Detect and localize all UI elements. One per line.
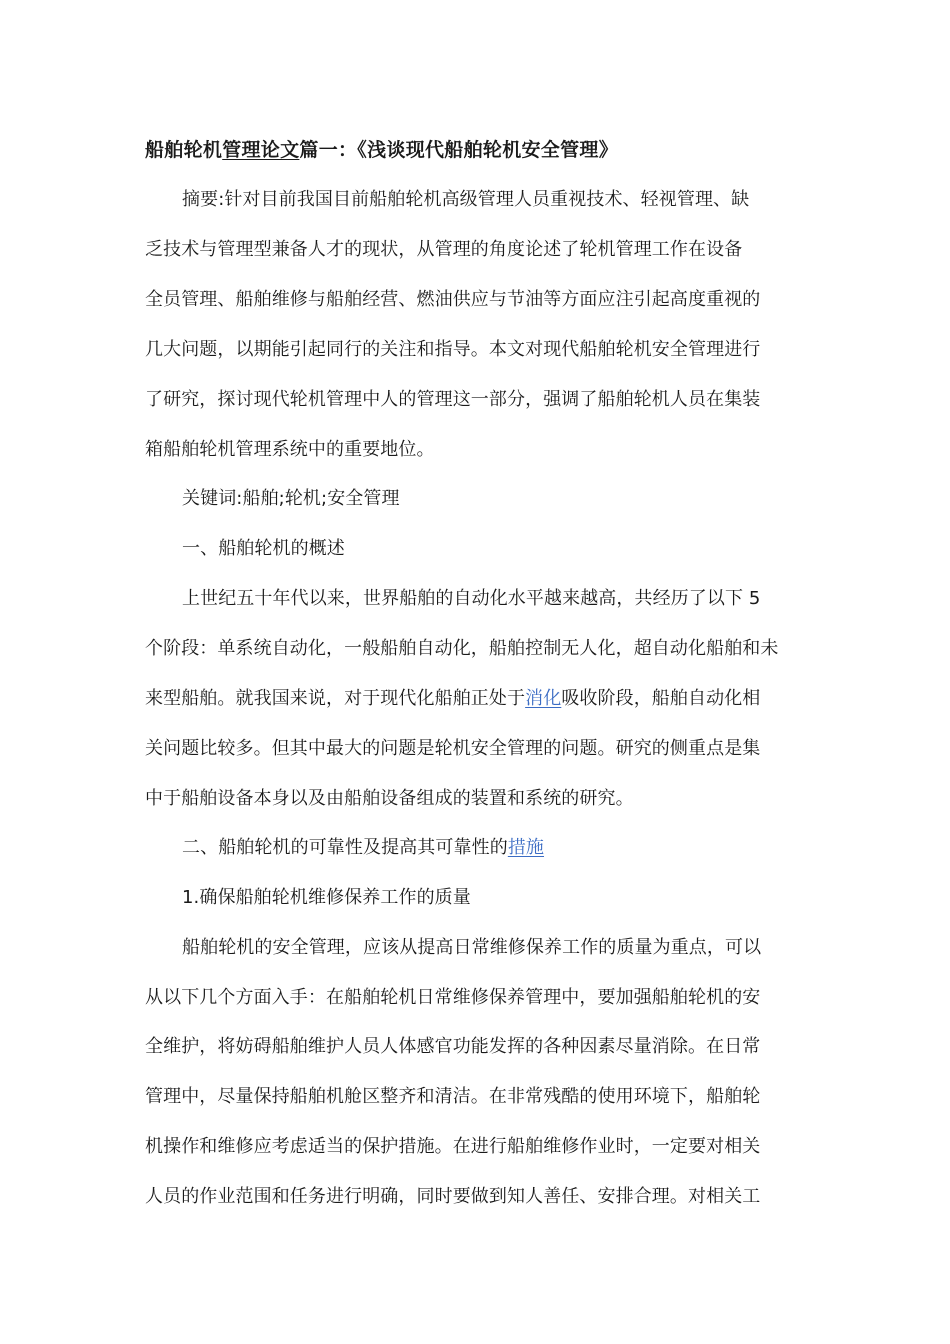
section1-paragraph-line: 个阶段：单系统自动化，一般船舶自动化，船舶控制无人化，超自动化船舶和未 — [145, 638, 779, 659]
section1-paragraph-line — [145, 684, 785, 714]
section2-heading-text: 二、船舶轮机的可靠性及提高其可靠性的 — [182, 837, 508, 858]
section1-paragraph-line: 中于船舶设备本身以及由船舶设备组成的装置和系统的研究。 — [145, 788, 634, 809]
link-cuoshi[interactable]: 措施 — [507, 837, 545, 858]
keywords: 关键词:船舶;轮机;安全管理 — [182, 488, 400, 509]
link-xiaohua[interactable]: 消化 — [525, 688, 562, 709]
abstract-line: 摘要:针对目前我国目前船舶轮机高级管理人员重视技术、轻视管理、缺 — [182, 189, 750, 210]
section1-line3-after: 吸收阶段，船舶自动化相 — [561, 688, 761, 709]
subsection1-heading: 1.确保船舶轮机维修保养工作的质量 — [182, 887, 471, 908]
title-part2: 篇一：《浅谈现代船舶轮机安全管理》 — [299, 139, 619, 161]
section1-paragraph-line: 关问题比较多。但其中最大的问题是轮机安全管理的问题。研究的侧重点是集 — [145, 738, 761, 759]
subsection1-paragraph-line: 从以下几个方面入手：在船舶轮机日常维修保养管理中，要加强船舶轮机的安 — [145, 987, 761, 1008]
section1-heading: 一、船舶轮机的概述 — [182, 538, 345, 559]
subsection1-paragraph-line: 机操作和维修应考虑适当的保护措施。在进行船舶维修作业时，一定要对相关 — [145, 1136, 761, 1157]
abstract-line: 了研究，探讨现代轮机管理中人的管理这一部分，强调了船舶轮机人员在集装 — [145, 389, 761, 410]
document-title — [145, 135, 805, 165]
section1-paragraph-line: 上世纪五十年代以来，世界船舶的自动化水平越来越高，共经历了以下 5 — [182, 588, 761, 609]
subsection1-paragraph-line: 船舶轮机的安全管理，应该从提高日常维修保养工作的质量为重点，可以 — [182, 937, 762, 958]
title-link[interactable]: 管理论文 — [222, 139, 300, 161]
abstract-line: 箱船舶轮机管理系统中的重要地位。 — [145, 439, 435, 460]
title-part1: 船舶轮机 — [145, 139, 223, 161]
section1-line3-before: 来型船舶。就我国来说，对于现代化船舶正处于 — [145, 688, 526, 709]
subsection1-paragraph-line: 管理中，尽量保持船舶机舱区整齐和清洁。在非常残酷的使用环境下，船舶轮 — [145, 1086, 761, 1107]
abstract-line: 全员管理、船舶维修与船舶经营、燃油供应与节油等方面应注引起高度重视的 — [145, 289, 761, 310]
abstract-line: 乏技术与管理型兼备人才的现状，从管理的角度论述了轮机管理工作在设备 — [145, 239, 743, 260]
subsection1-paragraph-line: 全维护，将妨碍船舶维护人员人体感官功能发挥的各种因素尽量消除。在日常 — [145, 1036, 761, 1057]
subsection1-paragraph-line: 人员的作业范围和任务进行明确，同时要做到知人善任、安排合理。对相关工 — [145, 1186, 761, 1207]
section2-heading — [182, 833, 785, 863]
abstract-line: 几大问题，以期能引起同行的关注和指导。本文对现代船舶轮机安全管理进行 — [145, 339, 761, 360]
